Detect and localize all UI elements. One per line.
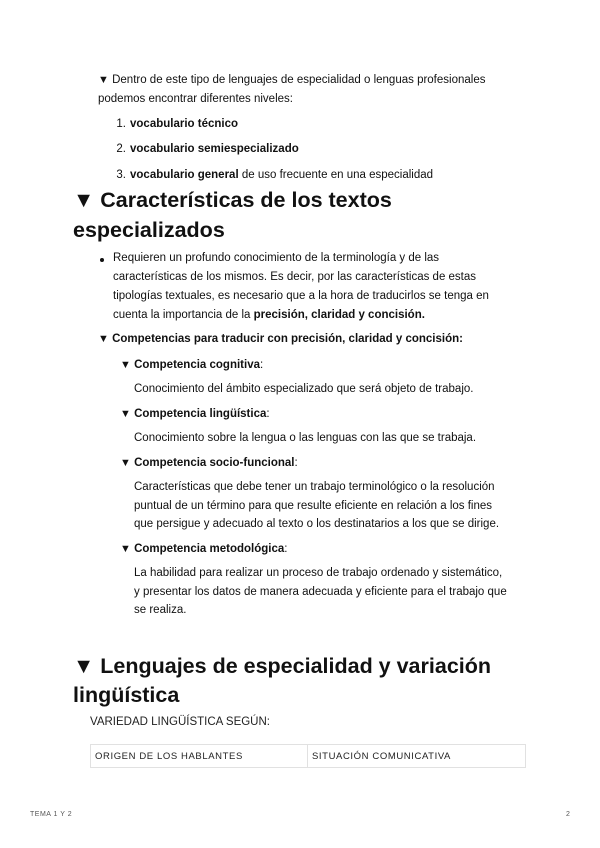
variation-table [90, 744, 526, 768]
competencia-desc: puntual de un término para que resulte eficiente en relación a los fines [134, 500, 493, 512]
table-header-cell: ORIGEN DE LOS HABLANTES [91, 745, 308, 768]
level-item: 2. vocabulario semiespecializado [116, 143, 299, 155]
competencia-toggle[interactable]: ▼ Competencia lingüística: [120, 408, 270, 420]
competencia-desc: que persigue y adecuado al texto o los destinatarios a los que se dirige. [134, 518, 500, 530]
intro-toggle[interactable] [98, 71, 485, 90]
table-caption: VARIEDAD LINGÜÍSTICA SEGÚN: [90, 716, 270, 728]
competencia-toggle[interactable]: ▼ Competencia metodológica: [120, 543, 288, 555]
bullet-icon [100, 258, 104, 262]
toggle-triangle-icon[interactable]: ▼ [73, 188, 95, 212]
competencia-desc: Conocimiento sobre la lengua o las lenguas con las que se trabaja. [134, 432, 477, 444]
competencias-toggle[interactable] [98, 330, 463, 349]
toggle-triangle-icon[interactable]: ▼ [98, 74, 109, 86]
section-heading: Características de los textos [100, 188, 392, 212]
level-item: 3. vocabulario general de uso frecuente en una especialidad [116, 169, 434, 181]
toggle-triangle-icon[interactable]: ▼ [120, 543, 131, 555]
competencia-desc: Conocimiento del ámbito especializado que será objeto de trabajo. [134, 383, 474, 395]
competencias-title: Competencias para traducir con precisión, claridad y concisión: [112, 333, 463, 345]
competencia-desc: La habilidad para realizar un proceso de trabajo ordenado y sistemático, [134, 567, 503, 579]
section-heading: Lenguajes de especialidad y variación [100, 654, 492, 678]
section-heading-cont: lingüística [73, 683, 180, 707]
competencia-toggle[interactable]: ▼ Competencia cognitiva: [120, 359, 264, 371]
toggle-triangle-icon[interactable]: ▼ [120, 359, 131, 371]
level-item: 1. vocabulario técnico [116, 118, 239, 130]
footer-left: TEMA 1 Y 2 [30, 811, 73, 818]
page-number: 2 [566, 811, 571, 818]
section-heading-toggle[interactable] [73, 651, 491, 681]
bullet-line: tipologías textuales, es necesario que a la hora de traducirlos se tenga en [113, 290, 489, 302]
toggle-triangle-icon[interactable]: ▼ [98, 333, 109, 345]
intro-line-1: Dentro de este tipo de lenguajes de especialidad o lenguas profesionales [112, 74, 486, 86]
competencia-desc: se realiza. [134, 604, 187, 616]
bullet-line: características de los mismos. Es decir, por las características de estas [113, 271, 477, 283]
table-header-cell: SITUACIÓN COMUNICATIVA [308, 745, 526, 768]
bullet-line: Requieren un profundo conocimiento de la terminología y de las [113, 252, 440, 264]
bullet-line: cuenta la importancia de la precisión, claridad y concisión. [113, 309, 425, 321]
toggle-triangle-icon[interactable]: ▼ [120, 457, 131, 469]
section-heading-cont: especializados [73, 218, 225, 242]
toggle-triangle-icon[interactable]: ▼ [73, 654, 95, 678]
competencia-desc: y presentar los datos de manera adecuada y eficiente para el trabajo que [134, 586, 507, 598]
competencia-toggle[interactable]: ▼ Competencia socio-funcional: [120, 457, 298, 469]
toggle-triangle-icon[interactable]: ▼ [120, 408, 131, 420]
table-row [91, 745, 526, 768]
intro-line-2: podemos encontrar diferentes niveles: [98, 93, 293, 105]
section-heading-toggle[interactable] [73, 185, 392, 215]
competencia-desc: Características que debe tener un trabajo terminológico o la resolución [134, 481, 495, 493]
